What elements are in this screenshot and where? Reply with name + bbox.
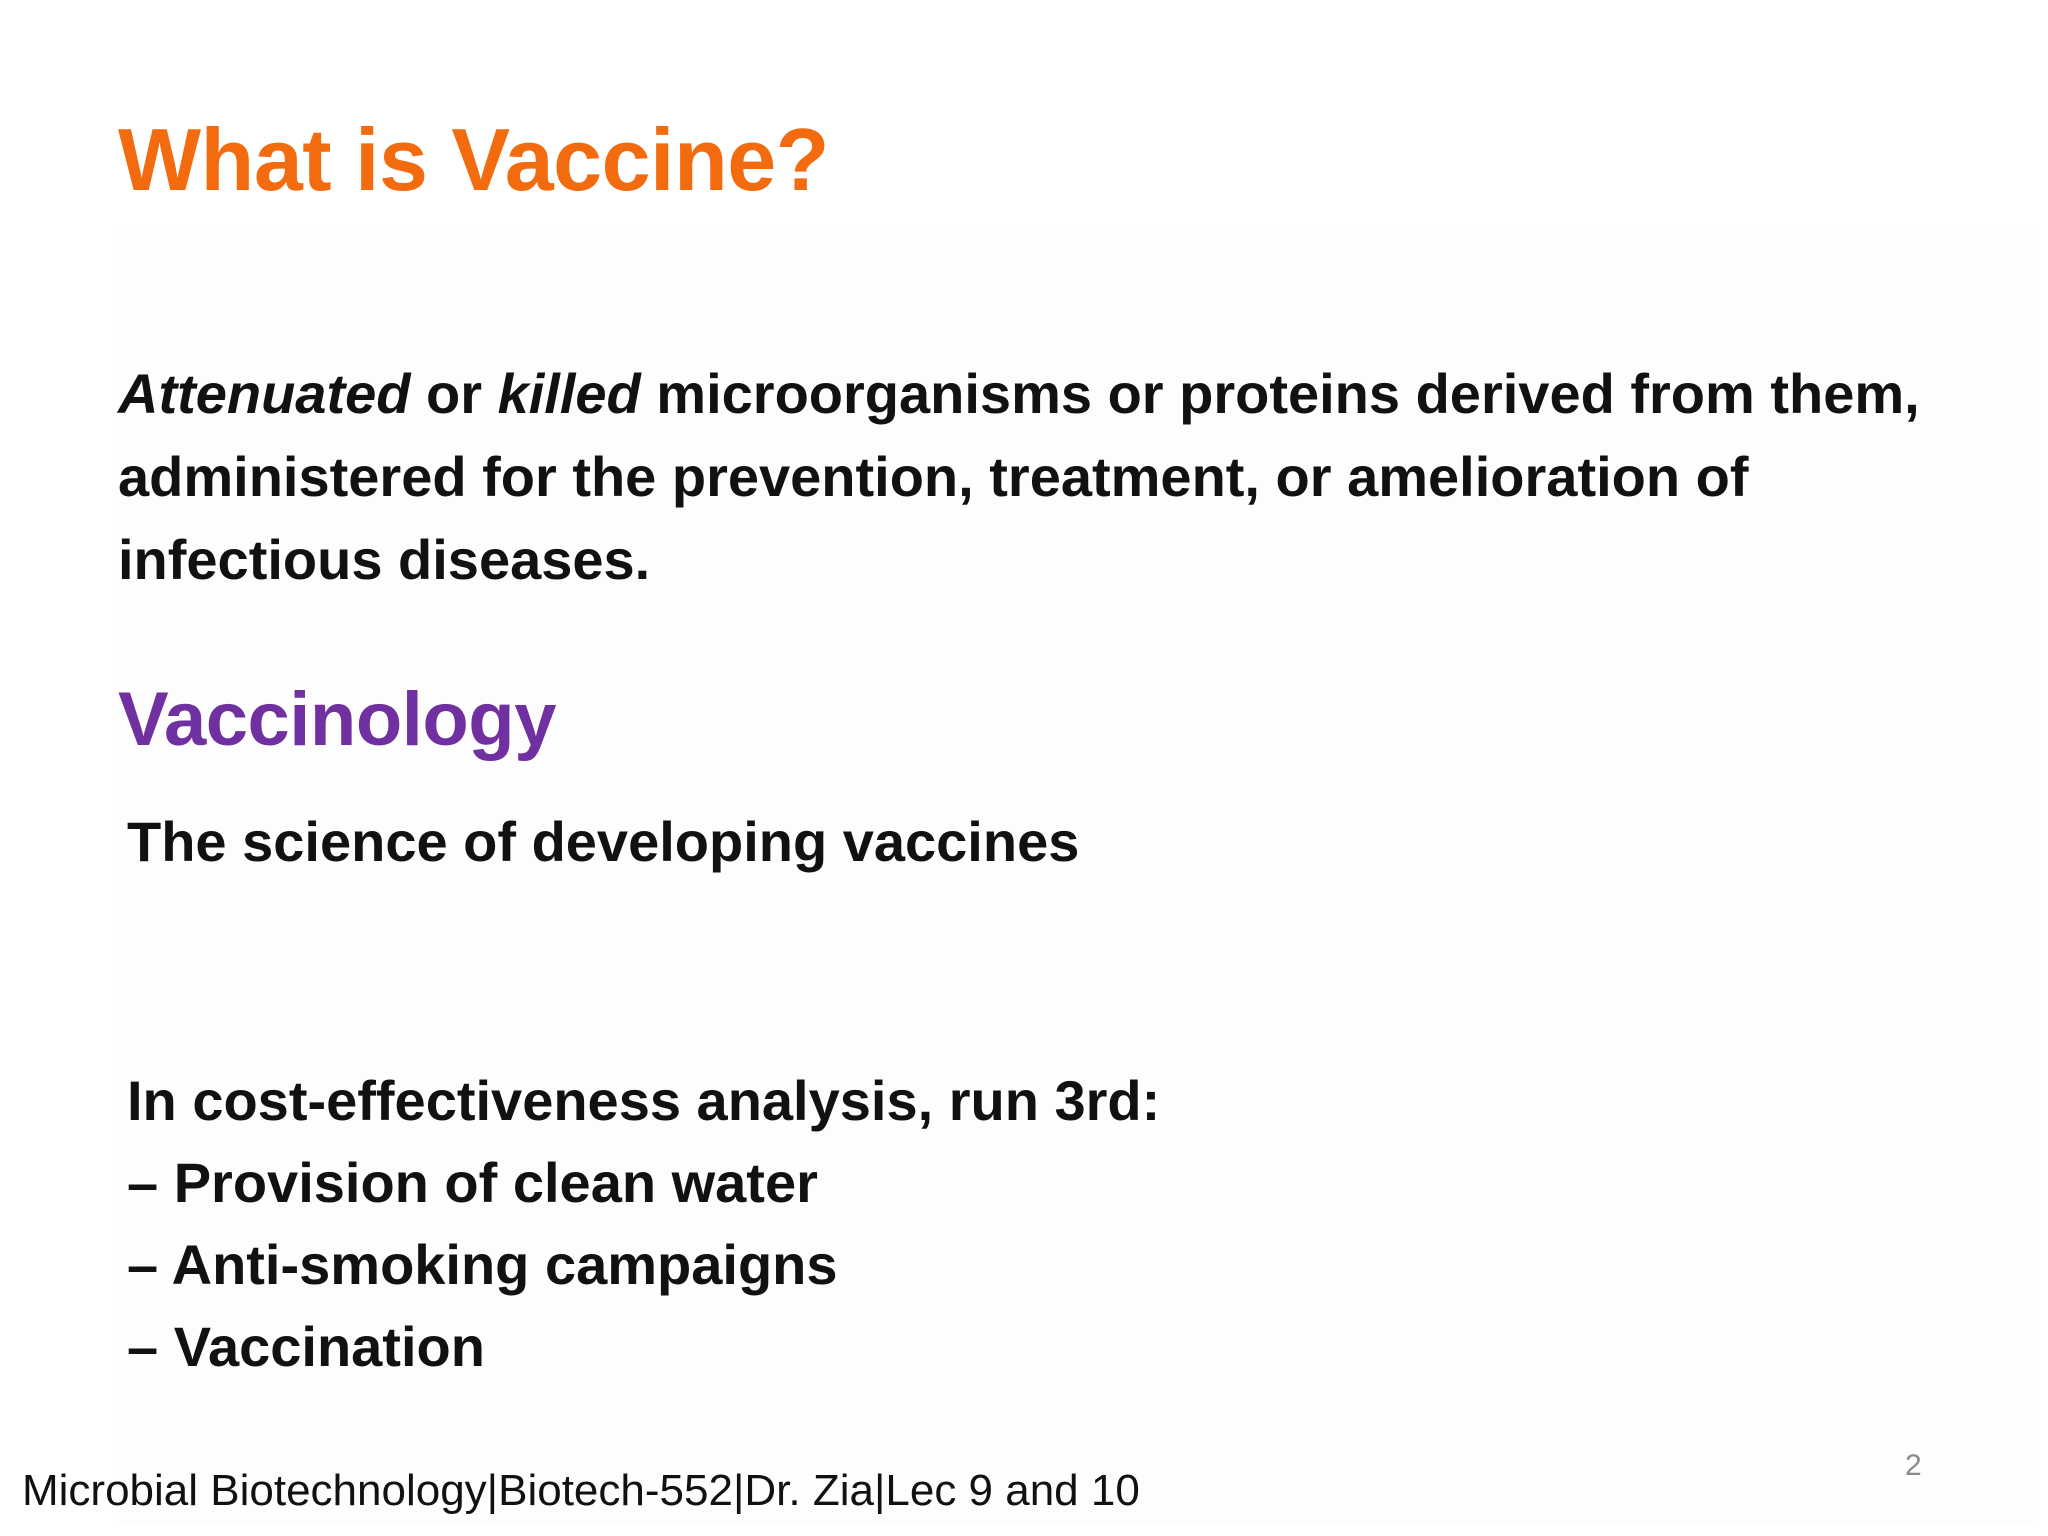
definition-emphasis-killed: killed	[497, 362, 641, 425]
slide-footer: Microbial Biotechnology|Biotech-552|Dr. Zia|Lec 9 and 10	[22, 1466, 1140, 1515]
cost-effectiveness-list	[127, 1060, 1160, 1388]
slide-title: What is Vaccine?	[118, 110, 829, 209]
page-number: 2	[1905, 1449, 1922, 1482]
section-heading-vaccinology: Vaccinology	[118, 677, 556, 762]
vaccine-definition	[118, 352, 1978, 601]
definition-text-rest: microorganisms or proteins derived from them, administered for the prevention, treatment, or amelioration of infectious diseases.	[118, 362, 1920, 591]
list-item: – Provision of clean water	[127, 1151, 818, 1214]
cost-effectiveness-intro: In cost-effectiveness analysis, run 3rd:	[127, 1069, 1161, 1132]
list-item: – Anti-smoking campaigns	[127, 1233, 838, 1296]
definition-text-connector: or	[410, 362, 498, 425]
list-item: – Vaccination	[127, 1315, 485, 1378]
definition-emphasis-attenuated: Attenuated	[118, 362, 411, 425]
vaccinology-description: The science of developing vaccines	[127, 810, 1080, 873]
